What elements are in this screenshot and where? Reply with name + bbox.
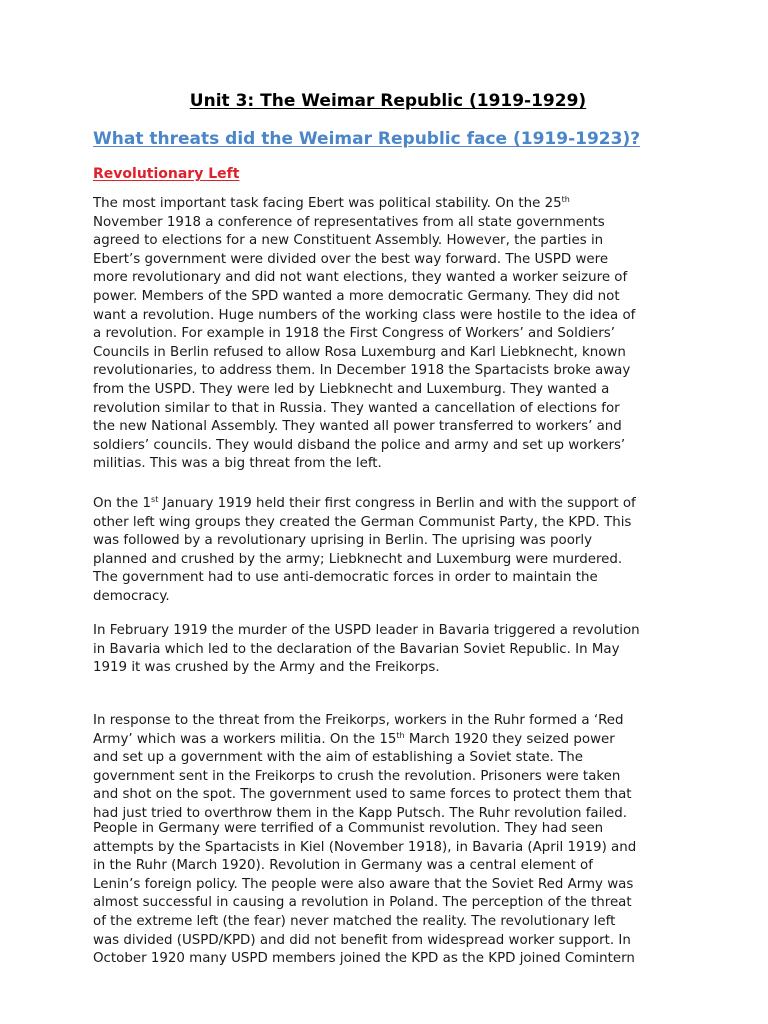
paragraph-line [93, 569, 683, 588]
line-text: People in Germany were terrified of a Communist revolution. They had seen [93, 821, 604, 836]
paragraph-line [93, 532, 683, 551]
document-title: Unit 3: The Weimar Republic (1919-1929) [189, 91, 587, 111]
paragraph-line [93, 362, 683, 381]
paragraph-line [93, 307, 683, 326]
paragraph-3 [93, 622, 683, 678]
line-text: other left wing groups they created the German Communist Party, the KPD. This [93, 514, 632, 530]
line-text: the new National Assembly. They wanted all power transferred to workers’ and [93, 419, 622, 435]
paragraph-line [93, 894, 683, 913]
paragraph-line [93, 731, 683, 750]
line-text: On the 1 [93, 496, 152, 511]
paragraph-line [93, 950, 683, 969]
paragraph-line [93, 820, 683, 839]
paragraph-line [93, 495, 683, 514]
line-text: from the USPD. They were led by Liebknecht and Luxemburg. They wanted a [93, 381, 610, 397]
line-text: Army’ which was a workers militia. On the 15 [93, 731, 397, 747]
paragraph-line [93, 325, 683, 344]
line-text: more revolutionary and did not want elections, they wanted a worker seizure of [93, 270, 628, 286]
line-text: November 1918 a conference of representatives from all state governments [93, 214, 605, 230]
line-text: revolutionaries, to address them. In December 1918 the Spartacists broke away [93, 363, 631, 379]
paragraph-line [93, 913, 683, 932]
paragraph-line [93, 876, 683, 895]
line-text: In response to the threat from the Freikorps, workers in the Ruhr formed a ‘Red [93, 713, 624, 728]
line-text: had just tried to overthrow them in the Kapp Putsch. The Ruhr revolution failed. [93, 805, 628, 821]
superscript: th [561, 195, 570, 204]
paragraph-line [93, 712, 683, 731]
line-text: almost successful in causing a revolution in Poland. The perception of the threat [93, 895, 632, 911]
line-text: want a revolution. Huge numbers of the working class were hostile to the idea of [93, 307, 636, 323]
paragraph-line [93, 195, 683, 214]
line-text: a revolution. For example in 1918 the First Congress of Workers’ and Soldiers’ [93, 326, 616, 342]
paragraph-line [93, 251, 683, 270]
paragraph-line [93, 641, 683, 660]
line-text: October 1920 many USPD members joined the KPD as the KPD joined Comintern [93, 951, 635, 967]
paragraph-line [93, 344, 683, 363]
line-text: Ebert’s government were divided over the best way forward. The USPD were [93, 251, 609, 267]
line-text: Lenin’s foreign policy. The people were also aware that the Soviet Red Army was [93, 876, 634, 892]
line-text: soldiers’ councils. They would disband the police and army and set up workers’ [93, 437, 626, 453]
paragraph-line [93, 381, 683, 400]
paragraph-line [93, 588, 683, 607]
paragraph-line [93, 437, 683, 456]
line-text: planned and crushed by the army; Liebknecht and Luxemburg were murdered. [93, 551, 623, 567]
line-text: in the Ruhr (March 1920). Revolution in Germany was a central element of [93, 858, 593, 874]
line-text: The government had to use anti-democratic forces in order to maintain the [93, 570, 598, 586]
line-text: was followed by a revolutionary uprising in Berlin. The uprising was poorly [93, 533, 593, 549]
paragraph-line [93, 400, 683, 419]
paragraph-2 [93, 495, 683, 607]
superscript: th [396, 730, 405, 740]
line-text: in Bavaria which led to the declaration of the Bavarian Soviet Republic. In May [93, 641, 620, 657]
paragraph-5 [93, 820, 683, 969]
paragraph-line [93, 269, 683, 288]
paragraph-1 [93, 195, 683, 474]
line-text: attempts by the Spartacists in Kiel (November 1918), in Bavaria (April 1919) and [93, 839, 637, 855]
paragraph-line [93, 514, 683, 533]
section-heading-revolutionary-left: Revolutionary Left [93, 166, 240, 182]
line-text: was divided (USPD/KPD) and did not benefit from widespread worker support. In [93, 932, 631, 948]
paragraph-line [93, 768, 683, 787]
line-text-after: March 1920 they seized power [404, 731, 615, 747]
paragraph-line [93, 932, 683, 951]
line-text: agreed to elections for a new Constituent Assembly. However, the parties in [93, 233, 604, 249]
paragraph-line [93, 214, 683, 233]
line-text: and shot on the spot. The government used to same forces to protect them that [93, 787, 632, 803]
line-text: Councils in Berlin refused to allow Rosa Luxemburg and Karl Liebknecht, known [93, 344, 626, 360]
line-text: democracy. [93, 588, 170, 604]
superscript: st [151, 495, 159, 504]
line-text: 1919 it was crushed by the Army and the Freikorps. [93, 660, 440, 676]
line-text: government sent in the Freikorps to crush the revolution. Prisoners were taken [93, 768, 621, 784]
paragraph-line [93, 857, 683, 876]
paragraph-line [93, 622, 683, 641]
line-text: of the extreme left (the fear) never matched the reality. The revolutionary left [93, 913, 616, 929]
paragraph-line [93, 418, 683, 437]
line-text: revolution similar to that in Russia. They wanted a cancellation of elections for [93, 400, 620, 416]
paragraph-4 [93, 712, 683, 824]
line-text: militias. This was a big threat from the left. [93, 456, 382, 472]
line-text: and set up a government with the aim of establishing a Soviet state. The [93, 750, 583, 766]
line-text-after: January 1919 held their first congress in Berlin and with the support of [158, 496, 636, 511]
line-text: The most important task facing Ebert was political stability. On the 25 [93, 196, 562, 211]
paragraph-line [93, 749, 683, 768]
paragraph-line [93, 232, 683, 251]
paragraph-line [93, 455, 683, 474]
paragraph-line [93, 551, 683, 570]
paragraph-line [93, 659, 683, 678]
line-text: In February 1919 the murder of the USPD leader in Bavaria triggered a revolution [93, 623, 640, 638]
line-text: power. Members of the SPD wanted a more democratic Germany. They did not [93, 288, 620, 304]
paragraph-line [93, 786, 683, 805]
paragraph-line [93, 288, 683, 307]
paragraph-line [93, 839, 683, 858]
document-subtitle: What threats did the Weimar Republic face (1919-1923)? [93, 129, 641, 149]
